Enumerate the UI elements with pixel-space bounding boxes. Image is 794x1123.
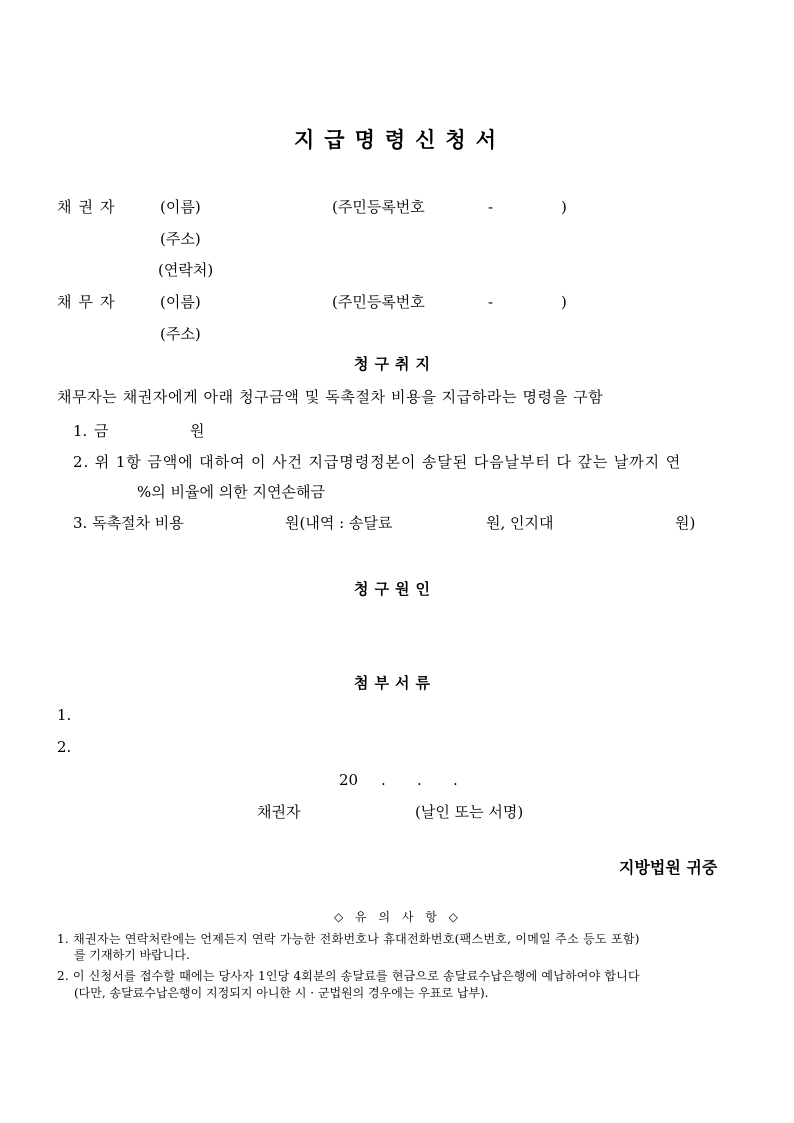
claim-item2-line2: %의 비율에 의한 지연손해금 bbox=[137, 483, 325, 501]
attachment-item-1: 1. bbox=[57, 706, 72, 724]
creditor-address-label: (주소) bbox=[160, 230, 201, 248]
date-separator-2: . bbox=[417, 771, 422, 789]
note-2-line-2: (다만, 송달료수납은행이 지정되지 아니한 시 · 군법원의 경우에는 우표로 납부). bbox=[74, 986, 489, 1000]
signature-label: 채권자 bbox=[257, 803, 301, 821]
debtor-rrn-label: (주민등록번호 bbox=[332, 293, 425, 311]
document-title: 지급명령신청서 bbox=[294, 127, 507, 152]
attachment-item-2: 2. bbox=[57, 738, 72, 756]
claim-item3-stamp: 원, 인지대 bbox=[486, 514, 554, 532]
debtor-address-label: (주소) bbox=[160, 325, 201, 343]
claim-item1-label: 금 bbox=[94, 422, 109, 440]
attachments-heading: 첨부서류 bbox=[354, 674, 436, 692]
claim-item3-text: 3. 독촉절차 비용 bbox=[73, 514, 184, 532]
creditor-label: 채권자 bbox=[57, 198, 122, 216]
debtor-name-label: (이름) bbox=[160, 293, 201, 311]
creditor-contact-label: (연락처) bbox=[158, 261, 214, 279]
creditor-rrn-dash: - bbox=[488, 198, 494, 216]
creditor-rrn-label: (주민등록번호 bbox=[332, 198, 425, 216]
signature-seal-text: (날인 또는 서명) bbox=[415, 803, 524, 821]
creditor-rrn-close: ) bbox=[561, 198, 567, 216]
notes-title: ◇ 유 의 사 항 ◇ bbox=[334, 910, 462, 924]
debtor-rrn-close: ) bbox=[561, 293, 567, 311]
claim-item3-end: 원) bbox=[675, 514, 696, 532]
claim-item3-detail: 원(내역 : 송달료 bbox=[285, 514, 393, 532]
date-separator-3: . bbox=[453, 771, 458, 789]
note-2-line-1: 2. 이 신청서를 접수할 때에는 당사자 1인당 4회분의 송달료를 현금으로 송달료수납은행에 예납하여야 합니다 bbox=[57, 969, 640, 983]
debtor-rrn-dash: - bbox=[488, 293, 494, 311]
claim-purpose-heading: 청구취지 bbox=[354, 355, 436, 373]
claim-cause-heading: 청구원인 bbox=[354, 580, 436, 598]
note-1-line-1: 1. 채권자는 연락처란에는 언제든지 연락 가능한 전화번호나 휴대전화번호(팩스번호, 이메일 주소 등도 포함) bbox=[57, 932, 640, 946]
date-separator-1: . bbox=[381, 771, 386, 789]
creditor-name-label: (이름) bbox=[160, 198, 201, 216]
date-year-prefix: 20 bbox=[339, 771, 359, 789]
claim-item2-line1: 2. 위 1항 금액에 대하여 이 사건 지급명령정본이 송달된 다음날부터 다 갚는 날까지 연 bbox=[73, 453, 682, 471]
note-1-line-2: 를 기재하기 바랍니다. bbox=[74, 948, 190, 962]
court-name: 지방법원 귀중 bbox=[619, 858, 718, 877]
claim-item1-number: 1. bbox=[73, 422, 88, 440]
claim-item1-unit: 원 bbox=[190, 422, 205, 440]
debtor-label: 채무자 bbox=[57, 293, 122, 311]
claim-intro: 채무자는 채권자에게 아래 청구금액 및 독촉절차 비용을 지급하라는 명령을 구함 bbox=[57, 388, 604, 406]
